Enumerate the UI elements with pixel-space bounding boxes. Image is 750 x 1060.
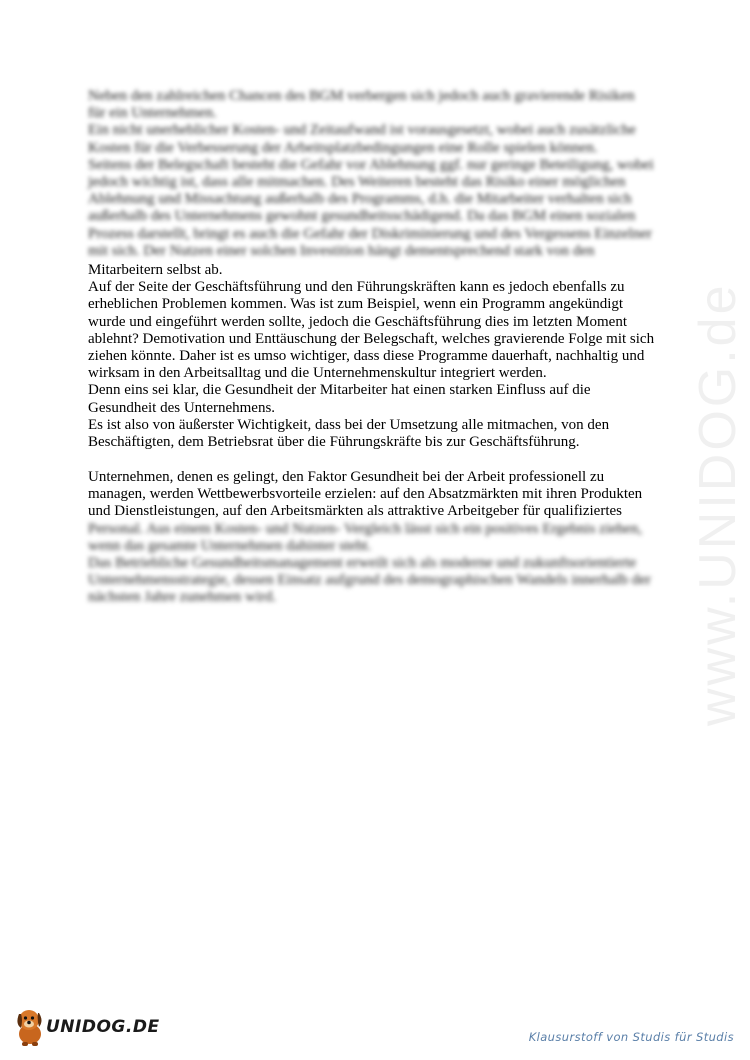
text-line: wirksam in den Arbeitsalltag und die Unternehmenskultur integriert werden.	[88, 365, 547, 382]
text-line: ziehen könnte. Daher ist es umso wichtiger, dass diese Programme dauerhaft, nachhaltig und	[88, 348, 645, 365]
watermark: www.UNIDOG.de	[689, 282, 747, 726]
dog-mascot-icon	[12, 1004, 48, 1048]
text-line: außerhalb des Unternehmens gewohnt gesundheitsschädigend. Da das BGM einen sozialen	[88, 208, 636, 225]
text-line: Gesundheit des Unternehmens.	[88, 399, 276, 416]
logo-text: UNIDOG.DE	[46, 1017, 160, 1037]
blurred-text-top	[88, 88, 678, 260]
text-line: ablehnt? Demotivation und Enttäuschung der Belegschaft, welches gravierende Folge mit sich	[88, 330, 655, 347]
visible-text-middle	[88, 262, 678, 451]
text-line: nächsten Jahre zunehmen wird.	[88, 589, 277, 606]
text-line: erheblichen Problemen kommen. Was ist zum Beispiel, wenn ein Programm angekündigt	[88, 296, 624, 313]
text-line: und Dienstleistungen, auf den Arbeitsmärkten als attraktive Arbeitgeber für qualifiziertes	[88, 503, 622, 520]
text-line: für ein Unternehmen.	[88, 105, 217, 122]
text-line: Beschäftigten, dem Betriebsrat über die Führungskräfte bis zur Geschäftsführung.	[88, 434, 580, 451]
text-line: Denn eins sei klar, die Gesundheit der Mitarbeiter hat einen starken Einfluss auf die	[88, 382, 591, 399]
unidog-logo	[12, 1004, 162, 1048]
text-line: Es ist also von äußerster Wichtigkeit, dass bei der Umsetzung alle mitmachen, von den	[88, 416, 610, 433]
blurred-paragraph	[88, 88, 678, 260]
text-line: Mitarbeitern selbst ab.	[88, 262, 223, 278]
text-line: Kosten für die Verbesserung der Arbeitsplatzbedingungen eine Rolle spielen können.	[88, 139, 598, 156]
blurred-paragraph	[88, 521, 678, 607]
text-line: Auf der Seite der Geschäftsführung und den Führungskräften kann es jedoch ebenfalls zu	[88, 279, 625, 296]
text-line: jedoch wichtig ist, dass alle mitmachen. Des Weiteren besteht das Risiko einer möglichen	[88, 174, 626, 191]
text-line: wurde und eingeführt werden sollte, jedoch die Geschäftsführung dies im letzten Moment	[88, 313, 628, 330]
text-line: managen, werden Wettbewerbsvorteile erzielen: auf den Absatzmärkten mit ihren Produkten	[88, 486, 643, 503]
text-line: wenn das gesamte Unternehmen dahinter steht.	[88, 537, 372, 554]
text-line: Seitens der Belegschaft besteht die Gefahr vor Ablehnung ggf. nur geringe Beteiligung, wobei	[88, 156, 654, 173]
text-line: mit sich. Der Nutzen einer solchen Investition hängt dementsprechend stark von den	[88, 242, 595, 259]
text-line: Unternehmensstrategie, dessen Einsatz aufgrund des demographischen Wandels innerhalb der	[88, 572, 651, 589]
text-line: Neben den zahlreichen Chancen des BGM verbergen sich jedoch auch gravierende Risiken	[88, 88, 635, 104]
text-line: Personal. Aus einem Kosten- und Nutzen- Vergleich lässt sich ein positives Ergebnis ziehen,	[88, 520, 643, 537]
text-line: Das Betriebliche Gesundheitsmanagement erweilt sich als moderne und zukunftsorientierte	[88, 555, 637, 572]
text-line: Ein nicht unerheblicher Kosten- und Zeitaufwand ist vorausgesetzt, wobei auch zusätzliche	[88, 122, 636, 139]
footer-tagline: Klausurstoff von Studis für Studis	[528, 1030, 734, 1044]
text-line: Ablehnung und Missachtung außerhalb des Programms, d.h. die Mitarbeiter verhalten sich	[88, 191, 632, 208]
text-line: Prozess darstellt, bringt es auch die Gefahr der Diskriminierung und des Vergessens Einzelner	[88, 225, 652, 242]
text-conclusion	[88, 469, 678, 607]
text-line: Unternehmen, denen es gelingt, den Faktor Gesundheit bei der Arbeit professionell zu	[88, 469, 605, 485]
